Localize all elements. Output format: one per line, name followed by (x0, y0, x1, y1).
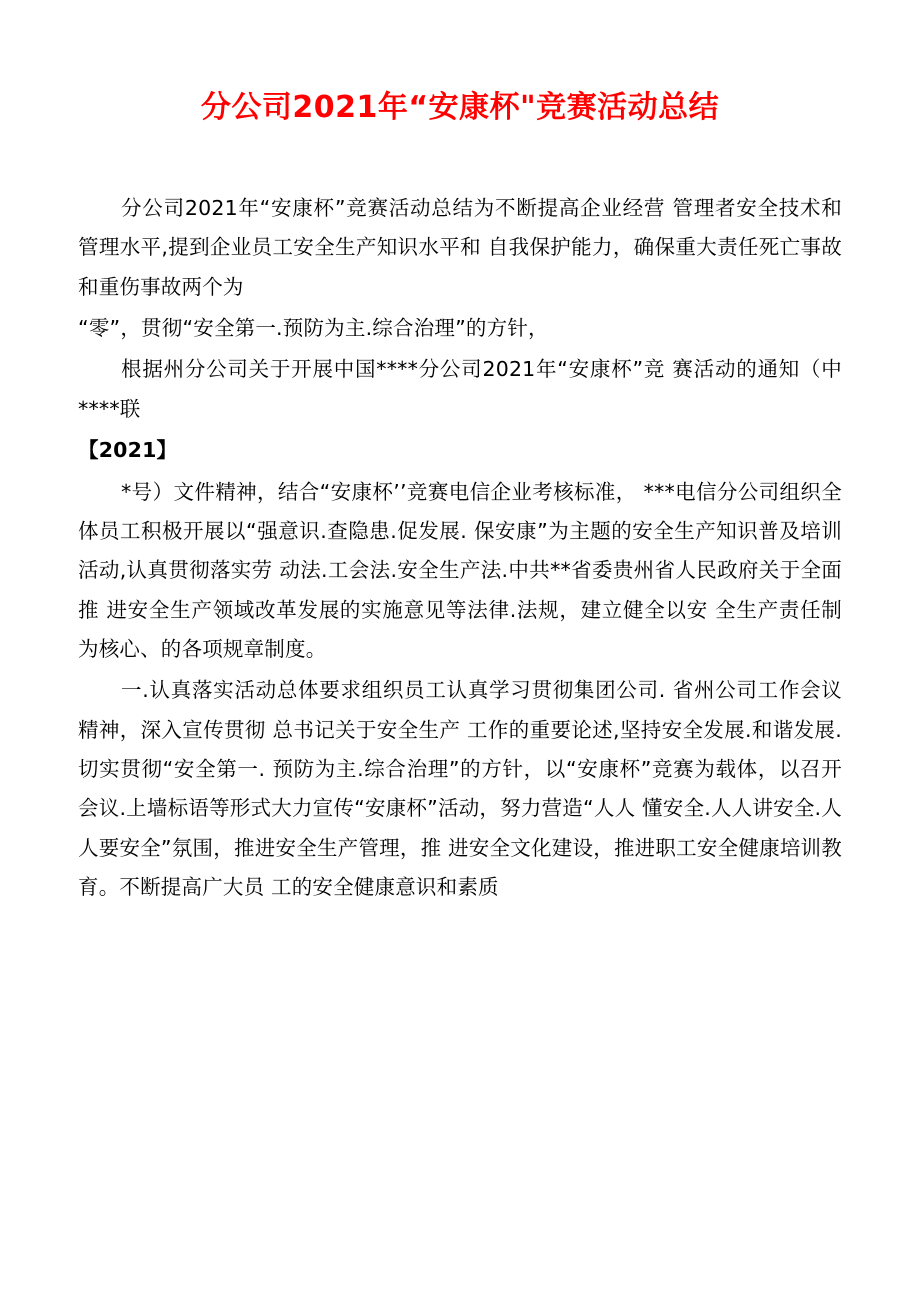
paragraph-6: 一.认真落实活动总体要求组织员工认真学习贯彻集团公司. 省州公司工作会议精神，深入宣传贯彻 总书记关于安全生产 工作的重要论述,坚持安全发展.和谐发展.切实贯彻“安全第一. 预防为主.综合治理”的方针，以“安康杯”竞赛为载体，以召开 会议.上墙标语等形式大力宣传“安康杯”活动，努力营造“人人 懂安全.人人讲安全.人人要安全”氛围，推进安全生产管理，推 进安全文化建设，推进职工安全健康培训教育。不断提高广大员 工的安全健康意识和素质 (78, 678, 842, 900)
paragraph-5: *号）文件精神，结合“安康杯’’竞赛电信企业考核标准， ***电信分公司组织全体员工积极开展以“强意识.查隐患.促发展. 保安康”为主题的安全生产知识普及培训活动,认真贯彻落实劳 动法.工会法.安全生产法.中共**省委贵州省人民政府关于全面推 进安全生产领域改革发展的实施意见等法律.法规，建立健全以安 全生产责任制为核心、的各项规章制度。 (78, 479, 842, 661)
paragraph-1: 分公司2021年“安康杯”竞赛活动总结为不断提高企业经营 管理者安全技术和管理水平,提到企业员工安全生产知识水平和 自我保护能力，确保重大责任死亡事故和重伤事故两个为 (78, 196, 842, 299)
page-title: 分公司2021年“安康杯"竞赛活动总结 (200, 90, 720, 125)
paragraph-3: 根据州分公司关于开展中国****分公司2021年“安康杯”竞 赛活动的通知（中****联 (78, 357, 842, 421)
paragraph-2: “零”，贯彻“安全第一.预防为主.综合治理”的方针， (78, 316, 549, 341)
paragraph-4-bracket-year: 【2021】 (78, 438, 178, 463)
document-body (78, 189, 842, 907)
